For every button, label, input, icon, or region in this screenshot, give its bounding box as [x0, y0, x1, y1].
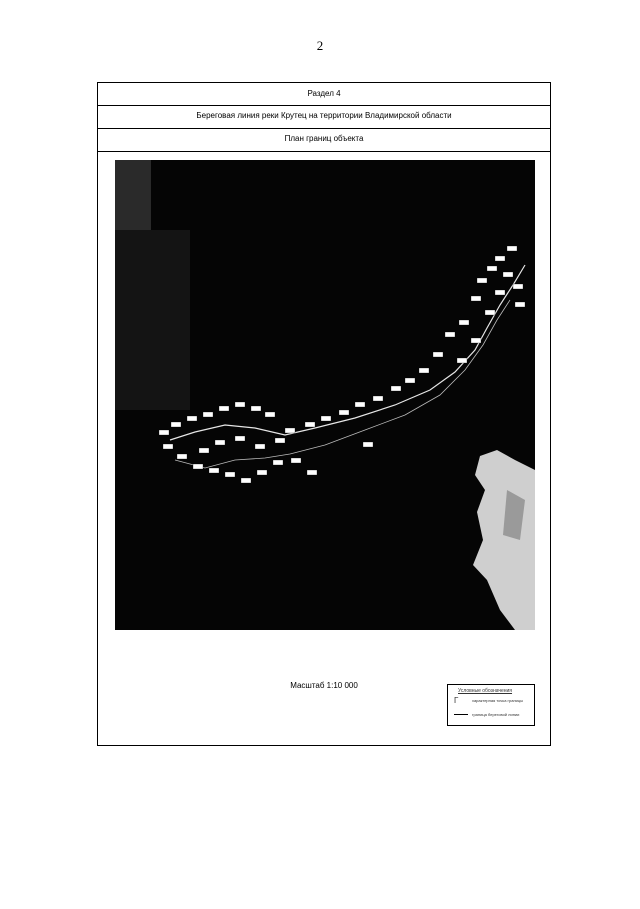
legend-line-label: граница береговой линии [472, 712, 520, 717]
plan-title: План границ объекта [98, 128, 550, 152]
map-scale: Масштаб 1:10 000 [290, 681, 358, 690]
corner-point-icon: Γ [454, 696, 459, 705]
legend-title: Условные обозначения [458, 688, 513, 694]
boundary-line-icon [454, 714, 468, 715]
terrain-patch-top-left [115, 160, 151, 230]
satellite-map [115, 160, 535, 630]
terrain-patch-left [115, 230, 190, 410]
section-title: Раздел 4 [98, 83, 550, 106]
legend-point-row [454, 697, 530, 705]
legend-point-label: характерная точка границы [472, 698, 524, 703]
legend-line-row [454, 711, 530, 719]
map-legend [447, 684, 535, 726]
page-number: 2 [316, 38, 324, 53]
document-frame [97, 82, 551, 746]
object-title: Береговая линия реки Крутец на территории Владимирской области [98, 105, 550, 129]
